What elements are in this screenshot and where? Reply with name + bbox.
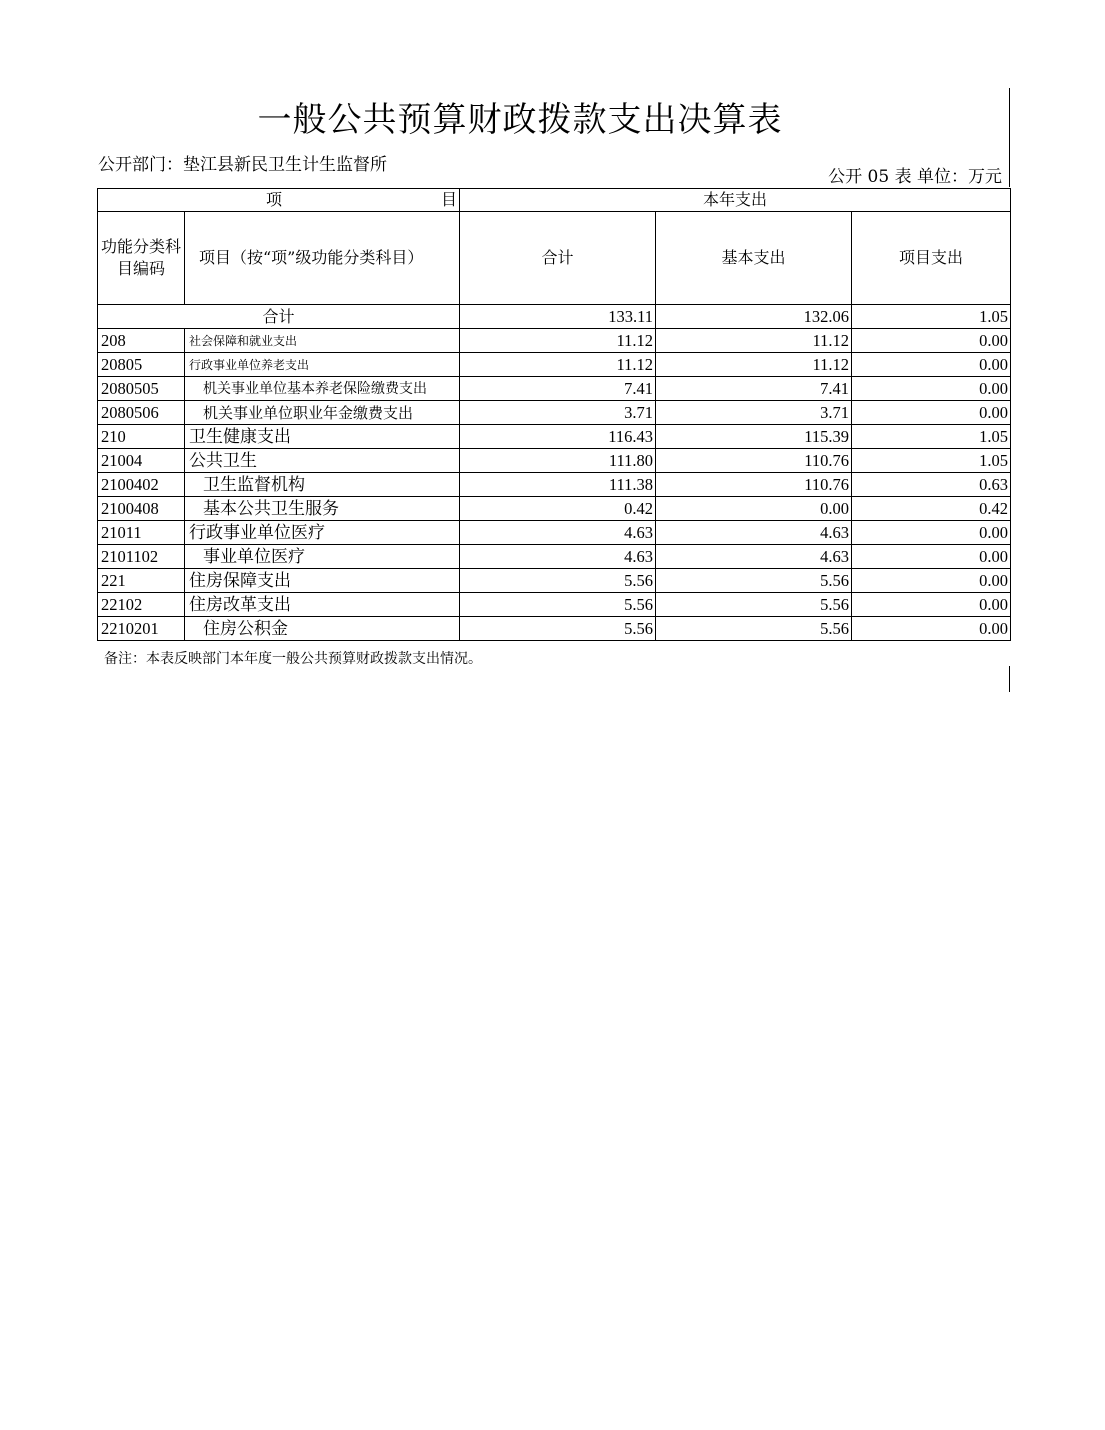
row-name: 社会保障和就业支出: [185, 329, 460, 353]
table-row: [98, 329, 1011, 353]
page-edge-line-top: [1009, 88, 1010, 187]
row-project: 0.00: [852, 353, 1011, 377]
row-code: 21011: [98, 521, 185, 545]
table-row: [98, 593, 1011, 617]
row-basic: 7.41: [656, 377, 852, 401]
table-row: [98, 353, 1011, 377]
group-header-spending: 本年支出: [460, 189, 1011, 212]
row-total: 116.43: [460, 425, 656, 449]
row-total: 5.56: [460, 593, 656, 617]
row-project: 0.00: [852, 593, 1011, 617]
row-code: 2101102: [98, 545, 185, 569]
row-project: 1.05: [852, 449, 1011, 473]
row-project: 0.00: [852, 377, 1011, 401]
row-code: 21004: [98, 449, 185, 473]
row-code: 22102: [98, 593, 185, 617]
department-label: 公开部门：垫江县新民卫生计生监督所: [98, 155, 387, 175]
row-name: 行政事业单位医疗: [185, 521, 460, 545]
row-total: 5.56: [460, 569, 656, 593]
page-title: 一般公共预算财政拨款支出决算表: [257, 100, 783, 140]
row-total: 4.63: [460, 545, 656, 569]
group-header-item-right: 目: [440, 190, 457, 209]
row-total: 11.12: [460, 353, 656, 377]
row-basic: 5.56: [656, 593, 852, 617]
row-project: 1.05: [852, 425, 1011, 449]
row-code: 221: [98, 569, 185, 593]
row-name: 卫生健康支出: [185, 425, 460, 449]
total-row-label: 合计: [98, 305, 460, 329]
row-total: 4.63: [460, 521, 656, 545]
row-total: 11.12: [460, 329, 656, 353]
total-row-project: 1.05: [852, 305, 1011, 329]
group-header-item: [98, 189, 460, 212]
row-code: 2210201: [98, 617, 185, 641]
table-row: [98, 569, 1011, 593]
col-header-basic: 基本支出: [656, 212, 852, 305]
row-code: 2080506: [98, 401, 185, 425]
row-basic: 5.56: [656, 617, 852, 641]
row-project: 0.63: [852, 473, 1011, 497]
table-row: [98, 521, 1011, 545]
table-row: [98, 617, 1011, 641]
row-project: 0.00: [852, 617, 1011, 641]
row-basic: 110.76: [656, 449, 852, 473]
table-row: [98, 377, 1011, 401]
group-header-item-left: 项: [266, 190, 283, 209]
row-code: 208: [98, 329, 185, 353]
row-project: 0.00: [852, 329, 1011, 353]
row-name: 住房保障支出: [185, 569, 460, 593]
total-row: [98, 305, 1011, 329]
row-name: 住房改革支出: [185, 593, 460, 617]
row-project: 0.00: [852, 521, 1011, 545]
row-project: 0.00: [852, 545, 1011, 569]
page-edge-line-bottom: [1009, 666, 1010, 692]
total-row-basic: 132.06: [656, 305, 852, 329]
row-basic: 3.71: [656, 401, 852, 425]
row-total: 111.38: [460, 473, 656, 497]
row-code: 2080505: [98, 377, 185, 401]
table-unit-label: 公开 05 表 单位：万元: [828, 167, 1002, 187]
group-header-row: [98, 189, 1011, 212]
budget-table: [97, 188, 1011, 641]
row-name: 机关事业单位基本养老保险缴费支出: [185, 377, 460, 401]
row-total: 5.56: [460, 617, 656, 641]
row-basic: 0.00: [656, 497, 852, 521]
table-row: [98, 425, 1011, 449]
row-total: 0.42: [460, 497, 656, 521]
row-name: 卫生监督机构: [185, 473, 460, 497]
table-row: [98, 497, 1011, 521]
table-row: [98, 473, 1011, 497]
col-header-name: 项目（按“项”级功能分类科目）: [185, 212, 460, 305]
row-code: 210: [98, 425, 185, 449]
row-total: 7.41: [460, 377, 656, 401]
row-basic: 110.76: [656, 473, 852, 497]
row-basic: 5.56: [656, 569, 852, 593]
row-basic: 11.12: [656, 329, 852, 353]
table-row: [98, 545, 1011, 569]
row-basic: 4.63: [656, 521, 852, 545]
row-name: 住房公积金: [185, 617, 460, 641]
row-name: 机关事业单位职业年金缴费支出: [185, 401, 460, 425]
col-header-project: 项目支出: [852, 212, 1011, 305]
row-basic: 115.39: [656, 425, 852, 449]
row-name: 公共卫生: [185, 449, 460, 473]
row-project: 0.00: [852, 401, 1011, 425]
col-header-total: 合计: [460, 212, 656, 305]
row-total: 111.80: [460, 449, 656, 473]
table-row: [98, 401, 1011, 425]
row-name: 行政事业单位养老支出: [185, 353, 460, 377]
total-row-total: 133.11: [460, 305, 656, 329]
table-row: [98, 449, 1011, 473]
row-code: 2100408: [98, 497, 185, 521]
row-project: 0.00: [852, 569, 1011, 593]
footnote: 备注：本表反映部门本年度一般公共预算财政拨款支出情况。: [104, 651, 482, 667]
row-basic: 11.12: [656, 353, 852, 377]
row-code: 20805: [98, 353, 185, 377]
row-name: 事业单位医疗: [185, 545, 460, 569]
col-header-code: 功能分类科目编码: [98, 212, 185, 305]
row-basic: 4.63: [656, 545, 852, 569]
row-code: 2100402: [98, 473, 185, 497]
column-header-row: [98, 212, 1011, 305]
row-name: 基本公共卫生服务: [185, 497, 460, 521]
row-total: 3.71: [460, 401, 656, 425]
row-project: 0.42: [852, 497, 1011, 521]
